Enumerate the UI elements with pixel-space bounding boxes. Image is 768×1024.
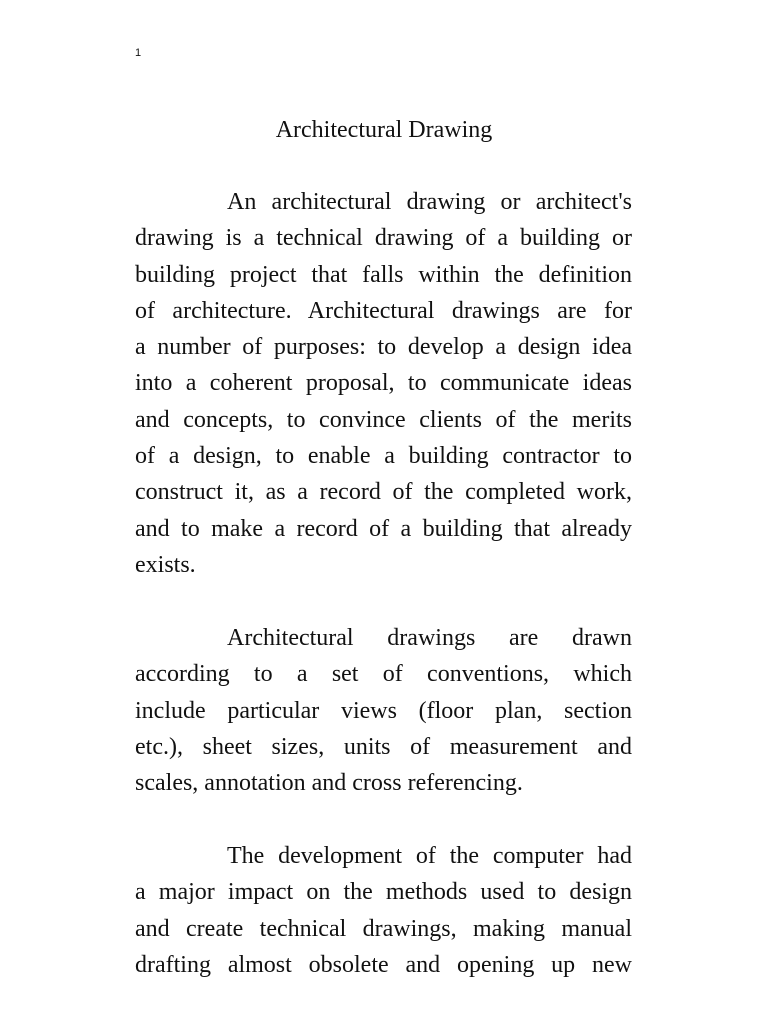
paragraph-2	[135, 620, 632, 801]
paragraph-1	[135, 184, 632, 583]
paragraph-line: into a coherent proposal, to communicate ideas	[135, 370, 632, 397]
paragraph-line: An architectural drawing or architect's	[227, 189, 632, 215]
paragraph-line: building project that falls within the definition	[135, 261, 632, 288]
paragraph-3	[135, 838, 632, 983]
paragraph-line: exists.	[135, 551, 196, 578]
paragraph-line: and create technical drawings, making manual	[135, 915, 632, 942]
paragraph-line: The development of the computer had	[227, 843, 632, 869]
document-title: Architectural Drawing	[275, 117, 493, 143]
paragraph-line: and concepts, to convince clients of the merits	[135, 406, 632, 433]
paragraph-line: a major impact on the methods used to design	[135, 879, 632, 906]
paragraph-line: of a design, to enable a building contractor to	[135, 443, 632, 470]
paragraph-line: include particular views (floor plan, section	[135, 697, 632, 724]
paragraph-line: a number of purposes: to develop a design idea	[135, 334, 632, 361]
paragraph-line: drafting almost obsolete and opening up new	[135, 951, 632, 978]
page-number: 1	[135, 47, 142, 59]
paragraph-line: etc.), sheet sizes, units of measurement and	[135, 733, 632, 760]
paragraph-line: and to make a record of a building that already	[135, 515, 632, 542]
paragraph-line: drawing is a technical drawing of a building or	[135, 225, 632, 252]
paragraph-line: of architecture. Architectural drawings are for	[135, 297, 632, 324]
paragraph-line: Architectural drawings are drawn	[227, 625, 632, 651]
paragraph-line: construct it, as a record of the completed work,	[135, 479, 632, 506]
paragraph-line: scales, annotation and cross referencing.	[135, 770, 523, 797]
paragraph-line: according to a set of conventions, which	[135, 661, 632, 688]
